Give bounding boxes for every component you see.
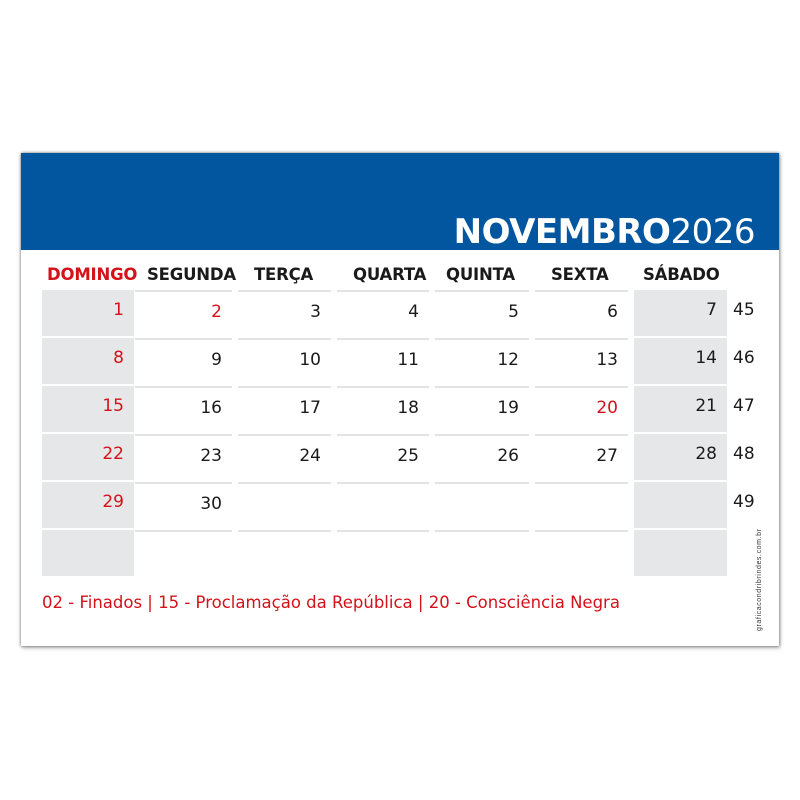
day-cell <box>238 386 331 432</box>
day-cell <box>135 530 232 576</box>
day-number: 25 <box>397 446 419 466</box>
day-cell <box>337 482 429 528</box>
day-number: 23 <box>200 446 222 466</box>
day-number: 4 <box>408 302 419 322</box>
day-cell <box>42 386 134 432</box>
day-number: 9 <box>211 350 222 370</box>
day-number: 17 <box>299 398 321 418</box>
day-number: 6 <box>607 302 618 322</box>
day-number: 27 <box>596 446 618 466</box>
day-cell <box>535 434 628 480</box>
day-cell <box>135 482 232 528</box>
day-cell <box>435 530 529 576</box>
day-cell <box>337 338 429 384</box>
day-number: 29 <box>102 492 124 512</box>
day-cell <box>135 338 232 384</box>
day-number: 1 <box>113 300 124 320</box>
day-cell <box>42 530 134 576</box>
day-cell <box>135 290 232 336</box>
weekday-header: SEXTA <box>551 265 609 284</box>
day-number: 20 <box>596 398 618 418</box>
holidays-note: 02 - Finados | 15 - Proclamação da República | 20 - Consciência Negra <box>42 593 620 612</box>
day-number: 19 <box>497 398 519 418</box>
day-number: 8 <box>113 348 124 368</box>
weekday-header: QUARTA <box>353 265 427 284</box>
day-number: 26 <box>497 446 519 466</box>
website-credit: graficacondribrindes.com.br <box>756 528 763 631</box>
day-number: 12 <box>497 350 519 370</box>
day-number: 10 <box>299 350 321 370</box>
day-cell <box>135 386 232 432</box>
day-cell <box>535 386 628 432</box>
day-number: 13 <box>596 350 618 370</box>
day-number: 16 <box>200 398 222 418</box>
week-number: 45 <box>733 300 755 320</box>
day-number: 2 <box>211 302 222 322</box>
day-number: 5 <box>508 302 519 322</box>
day-cell <box>42 290 134 336</box>
day-cell <box>238 482 331 528</box>
week-number: 48 <box>733 444 755 464</box>
week-number: 49 <box>733 492 755 512</box>
day-cell <box>337 290 429 336</box>
day-cell <box>135 434 232 480</box>
day-number: 18 <box>397 398 419 418</box>
day-cell <box>535 290 628 336</box>
day-cell <box>634 386 727 432</box>
weekday-header: QUINTA <box>446 265 515 284</box>
day-cell <box>435 290 529 336</box>
calendar-grid <box>21 153 779 646</box>
day-cell <box>337 434 429 480</box>
day-cell <box>634 290 727 336</box>
day-cell <box>238 290 331 336</box>
day-cell <box>535 530 628 576</box>
day-cell <box>435 338 529 384</box>
day-cell <box>42 434 134 480</box>
day-cell <box>634 338 727 384</box>
day-cell <box>435 482 529 528</box>
day-cell <box>634 530 727 576</box>
day-number: 7 <box>706 300 717 320</box>
weekday-header: SEGUNDA <box>147 265 236 284</box>
week-number: 47 <box>733 396 755 416</box>
day-number: 11 <box>397 350 419 370</box>
day-cell <box>238 338 331 384</box>
day-cell <box>42 338 134 384</box>
weekday-header: SÁBADO <box>643 265 720 284</box>
day-cell <box>634 434 727 480</box>
day-cell <box>634 482 727 528</box>
day-number: 15 <box>102 396 124 416</box>
day-number: 22 <box>102 444 124 464</box>
day-cell <box>337 386 429 432</box>
day-number: 30 <box>200 494 222 514</box>
day-number: 3 <box>310 302 321 322</box>
day-cell <box>238 530 331 576</box>
day-cell <box>435 434 529 480</box>
month-name: NOVEMBRO <box>453 212 671 252</box>
day-cell <box>42 482 134 528</box>
day-number: 28 <box>695 444 717 464</box>
weekday-header: DOMINGO <box>47 265 138 284</box>
day-number: 14 <box>695 348 717 368</box>
day-cell <box>435 386 529 432</box>
day-number: 24 <box>299 446 321 466</box>
weekday-header: TERÇA <box>254 265 314 284</box>
week-number: 46 <box>733 348 755 368</box>
day-cell <box>238 434 331 480</box>
calendar-card <box>21 153 779 646</box>
day-cell <box>535 482 628 528</box>
day-cell <box>535 338 628 384</box>
year: 2026 <box>670 212 755 252</box>
day-number: 21 <box>695 396 717 416</box>
day-cell <box>337 530 429 576</box>
